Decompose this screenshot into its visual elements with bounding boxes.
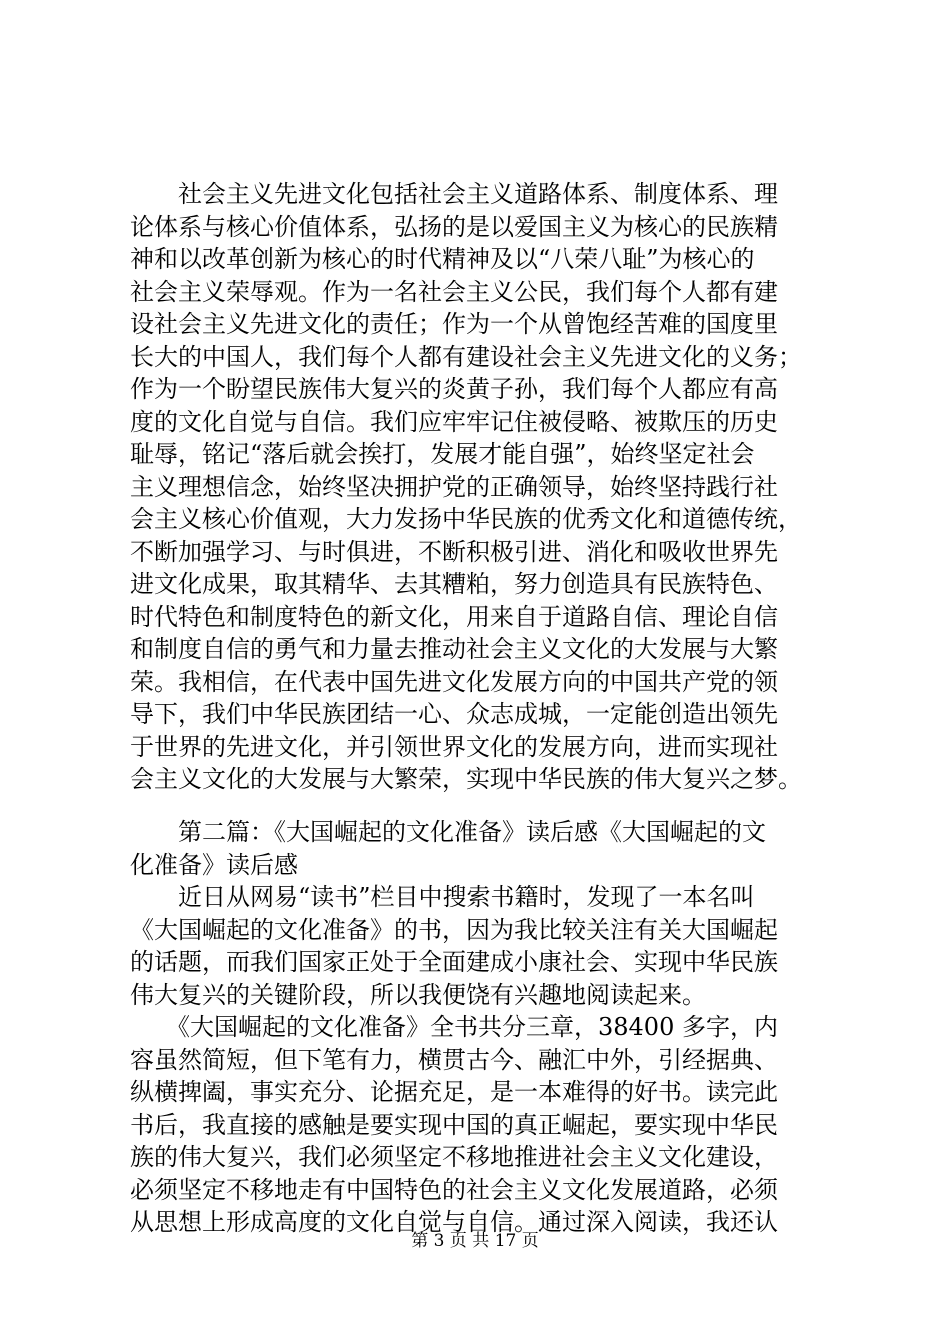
text-line: 长大的中国人，我们每个人都有建设社会主义先进文化的义务； (130, 343, 802, 371)
heading-line: 化准备》读后感 (130, 851, 298, 879)
text-line: 《大国崛起的文化准备》全书共分三章，38400 多字，内 (130, 1013, 778, 1041)
text-line: 容虽然简短，但下笔有力，横贯古今、融汇中外，引经据典、 (130, 1046, 778, 1074)
text-line: 社会主义荣辱观。作为一名社会主义公民，我们每个人都有建 (130, 278, 778, 306)
text-line: 于世界的先进文化，并引领世界文化的发展方向，进而实现社 (130, 733, 778, 761)
text-line: 进文化成果，取其精华、去其糟粕，努力创造具有民族特色、 (130, 570, 778, 598)
heading-line: 第二篇：《大国崛起的文化准备》读后感《大国崛起的文 (130, 818, 766, 846)
page-footer: 第 3 页 共 17 页 (411, 1231, 539, 1251)
text-line: 导下，我们中华民族团结一心、众志成城，一定能创造出领先 (130, 700, 778, 728)
text-line: 作为一个盼望民族伟大复兴的炎黄子孙，我们每个人都应有高 (130, 375, 778, 403)
text-line: 族的伟大复兴，我们必须坚定不移地推进社会主义文化建设， (130, 1143, 778, 1171)
text-line: 荣。我相信，在代表中国先进文化发展方向的中国共产党的领 (130, 668, 778, 696)
text-line: 的话题，而我们国家正处于全面建成小康社会、实现中华民族 (130, 948, 778, 976)
text-line: 伟大复兴的关键阶段，所以我便饶有兴趣地阅读起来。 (130, 981, 706, 1009)
text-line: 纵横捭阖，事实充分、论据充足，是一本难得的好书。读完此 (130, 1078, 778, 1106)
text-line: 主义理想信念，始终坚决拥护党的正确领导，始终坚持践行社 (130, 473, 778, 501)
text-line: 时代特色和制度特色的新文化，用来自于道路自信、理论自信 (130, 603, 778, 631)
text-line: 耻辱，铭记“落后就会挨打，发展才能自强”，始终坚定社会 (130, 440, 755, 468)
text-line: 会主义文化的大发展与大繁荣，实现中华民族的伟大复兴之梦。 (130, 765, 802, 793)
text-line: 和制度自信的勇气和力量去推动社会主义文化的大发展与大繁 (130, 635, 778, 663)
text-line: 从思想上形成高度的文化自觉与自信。通过深入阅读，我还认 (130, 1208, 778, 1236)
text-line: 社会主义先进文化包括社会主义道路体系、制度体系、理 (130, 180, 778, 208)
text-line: 必须坚定不移地走有中国特色的社会主义文化发展道路，必须 (130, 1176, 778, 1204)
text-line: 不断加强学习、与时俱进，不断积极引进、消化和吸收世界先 (130, 538, 778, 566)
text-line: 《大国崛起的文化准备》的书，因为我比较关注有关大国崛起 (130, 916, 778, 944)
text-line: 书后，我直接的感触是要实现中国的真正崛起，要实现中华民 (130, 1111, 778, 1139)
text-line: 论体系与核心价值体系，弘扬的是以爱国主义为核心的民族精 (130, 213, 778, 241)
text-line: 神和以改革创新为核心的时代精神及以“八荣八耻”为核心的 (130, 245, 755, 273)
text-line: 度的文化自觉与自信。我们应牢牢记住被侵略、被欺压的历史 (130, 408, 778, 436)
text-line: 近日从网易“读书”栏目中搜索书籍时，发现了一本名叫 (130, 883, 755, 911)
text-line: 设社会主义先进文化的责任；作为一个从曾饱经苦难的国度里 (130, 310, 778, 338)
text-line: 会主义核心价值观，大力发扬中华民族的优秀文化和道德传统， (130, 505, 802, 533)
